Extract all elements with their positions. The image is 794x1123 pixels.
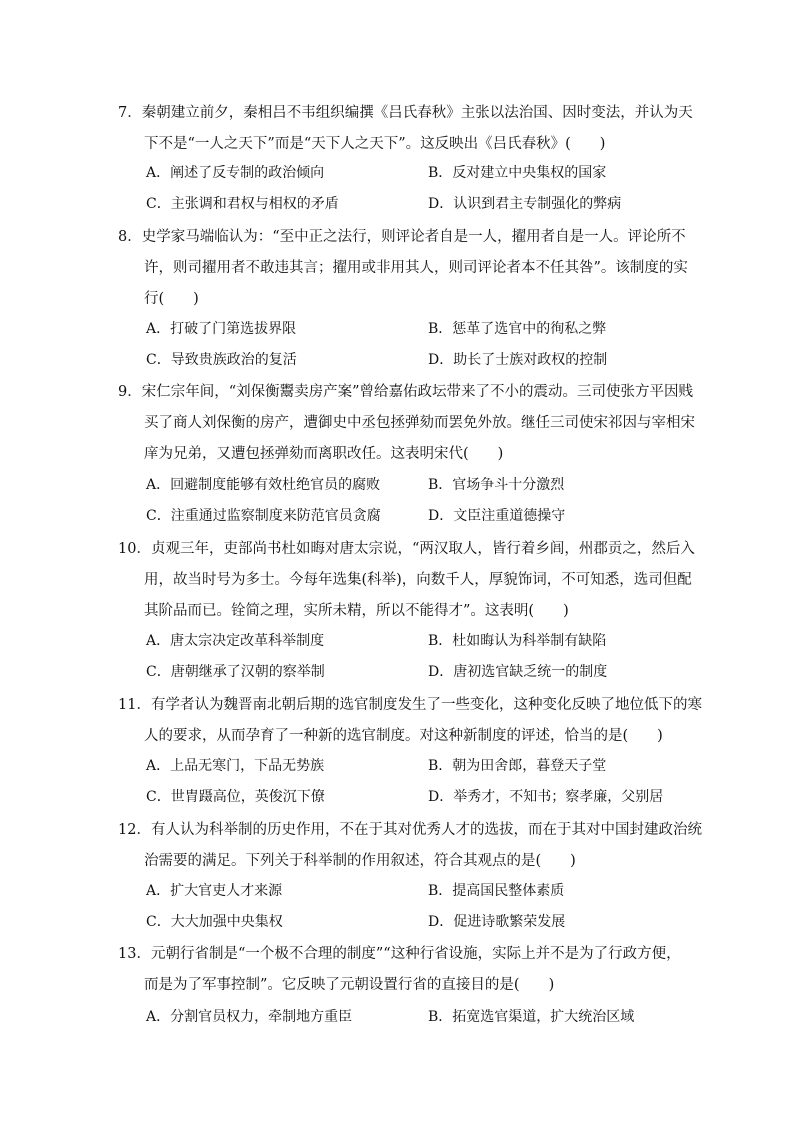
question-13-line-2: 而是为了军事控制”。它反映了元朝设置行省的直接目的是( ) — [144, 977, 555, 993]
question-9-stem — [118, 377, 695, 470]
question-11-options — [146, 751, 686, 813]
question-7-options — [146, 158, 686, 220]
question-12-options — [146, 876, 686, 938]
question-10-line-3: 其阶品而已。铨简之理，实所未精，所以不能得才”。这表明( ) — [144, 603, 569, 619]
option-a: A．打破了门第选拔界限 — [146, 321, 297, 337]
question-8-options — [146, 314, 686, 376]
option-d: D．唐初选官缺乏统一的制度 — [428, 664, 608, 680]
option-b: B．提高国民整体素质 — [428, 883, 565, 899]
question-12-line-1: 12．有人认为科举制的历史作用，不在于其对优秀人才的选拔，而在于其对中国封建政治统 — [118, 822, 702, 838]
option-a: A．唐太宗决定改革科举制度 — [146, 633, 325, 649]
question-9-line-3: 庠为兄弟，又遭包拯弹劾而离职改任。这表明宋代( ) — [144, 446, 504, 462]
question-10-line-2: 用，故当时号为多士。今每年选集(科举)，向数千人，厚貌饰词，不可知悉，选司但配 — [144, 572, 692, 588]
question-8-line-1: 8．史学家马端临认为：“至中正之法行，则评论者自是一人，擢用者自是一人。评论所不 — [118, 229, 686, 245]
question-13-options — [146, 1002, 686, 1033]
option-d: D．助长了士族对政权的控制 — [428, 352, 608, 368]
option-b: B．杜如晦认为科举制有缺陷 — [428, 633, 607, 649]
question-8-line-2: 许，则司擢用者不敢违其言；擢用或非用其人，则司评论者本不任其咎”。该制度的实 — [144, 260, 688, 276]
question-13-line-1: 13．元朝行省制是“一个极不合理的制度”“这种行省设施，实际上并不是为了行政方便， — [118, 946, 681, 962]
option-a: A．分割官员权力，牵制地方重臣 — [146, 1009, 353, 1025]
option-c: C．唐朝继承了汉朝的察举制 — [146, 664, 325, 680]
option-a: A．阐述了反专制的政治倾向 — [146, 165, 325, 181]
question-7-line-1: 7．秦朝建立前夕，秦相吕不韦组织编撰《吕氏春秋》主张以法治国、因时变法，并认为天 — [118, 105, 693, 121]
question-9-line-2: 买了商人刘保衡的房产，遭御史中丞包拯弹劾而罢免外放。继任三司使宋祁因与宰相宋 — [144, 415, 695, 431]
question-11-line-1: 11．有学者认为魏晋南北朝后期的选官制度发生了一些变化，这种变化反映了地位低下的寒 — [118, 697, 702, 713]
question-7-line-2: 下不是“一人之天下”而是“天下人之天下”。这反映出《吕氏春秋》( ) — [144, 136, 606, 152]
option-b: B．朝为田舍郎，暮登天子堂 — [428, 758, 607, 774]
question-8-stem — [118, 222, 688, 315]
option-c: C．注重通过监察制度来防范官员贪腐 — [146, 508, 381, 524]
option-a: A．回避制度能够有效杜绝官员的腐败 — [146, 477, 381, 493]
option-d: D．促进诗歌繁荣发展 — [428, 914, 566, 930]
option-c: C．世胄蹑高位，英俊沉下僚 — [146, 789, 325, 805]
question-12-line-2: 治需要的满足。下列关于科举制的作用叙述，符合其观点的是( ) — [144, 853, 576, 869]
option-b: B．反对建立中央集权的国家 — [428, 165, 607, 181]
question-11-line-2: 人的要求，从而孕育了一种新的选官制度。对这种新制度的评述，恰当的是( ) — [144, 728, 663, 744]
option-c: C．大大加强中央集权 — [146, 914, 283, 930]
question-11-stem — [118, 690, 702, 752]
question-12-stem — [118, 815, 702, 877]
question-13-stem — [118, 939, 681, 1001]
option-d: D．文臣注重道德操守 — [428, 508, 566, 524]
option-b: B．惩革了选官中的徇私之弊 — [428, 321, 607, 337]
question-10-line-1: 10．贞观三年，吏部尚书杜如晦对唐太宗说，“两汉取人，皆行着乡闾，州郡贡之，然后入 — [118, 541, 695, 557]
question-7-stem — [118, 98, 693, 160]
question-9-options — [146, 470, 686, 532]
question-8-line-3: 行( ) — [144, 291, 199, 307]
option-d: D．举秀才，不知书；察孝廉，父别居 — [428, 789, 664, 805]
option-c: C．导致贵族政治的复活 — [146, 352, 297, 368]
option-a: A．上品无寒门，下品无势族 — [146, 758, 325, 774]
option-d: D．认识到君主专制强化的弊病 — [428, 196, 622, 212]
option-a: A．扩大官吏人才来源 — [146, 883, 283, 899]
option-c: C．主张调和君权与相权的矛盾 — [146, 196, 339, 212]
question-9-line-1: 9．宋仁宗年间，“刘保衡鬻卖房产案”曾给嘉佑政坛带来了不小的震动。三司使张方平因贱 — [118, 384, 694, 400]
question-10-options — [146, 626, 686, 688]
option-b: B．拓宽选官渠道，扩大统治区域 — [428, 1009, 635, 1025]
option-b: B．官场争斗十分激烈 — [428, 477, 565, 493]
question-10-stem — [118, 534, 695, 627]
